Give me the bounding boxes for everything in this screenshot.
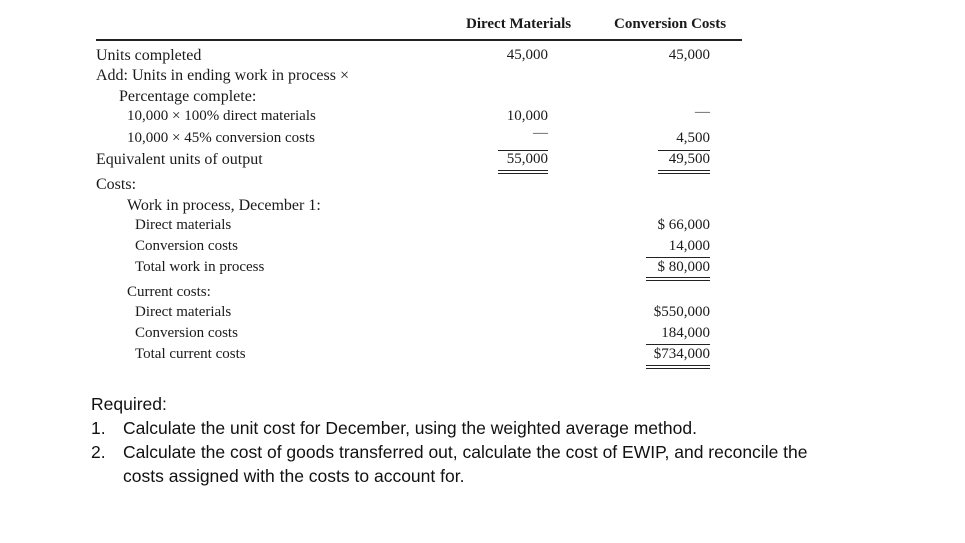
wip-dm-label: Direct materials: [135, 217, 232, 233]
wip-total-double-rule-b: [646, 280, 710, 281]
row-label-dm-pct: 10,000 × 100% direct materials: [127, 108, 316, 124]
dm-eq-double-rule-b: [498, 173, 548, 174]
dm-ewip-cc-dash: —: [533, 125, 548, 141]
wip-sum-rule: [646, 257, 710, 258]
header-direct-materials: Direct Materials: [466, 16, 572, 32]
cc-eq-double-rule-b: [658, 173, 710, 174]
row-label-cc-pct: 10,000 × 45% conversion costs: [127, 130, 316, 146]
wip-cc-label: Conversion costs: [135, 238, 238, 254]
wip-title: Work in process, December 1:: [127, 197, 321, 214]
required-title: Required:: [91, 394, 167, 414]
current-dm-value: $550,000: [653, 304, 710, 320]
cc-ewip-units: 4,500: [676, 130, 710, 146]
dm-eq-double-rule-a: [498, 170, 548, 171]
current-sum-rule: [646, 344, 710, 345]
required-item-2-text: Calculate the cost of goods transferred out, calculate the cost of EWIP, and reconcile the: [123, 442, 808, 462]
header-rule: [96, 39, 742, 41]
wip-cc-value: 14,000: [668, 238, 710, 254]
required-item-1-text: Calculate the unit cost for December, using the weighted average method.: [123, 418, 697, 438]
row-label-units-completed: Units completed: [96, 47, 202, 64]
dm-ewip-units: 10,000: [506, 108, 548, 124]
row-label-pct-complete: Percentage complete:: [119, 88, 257, 105]
current-dm-label: Direct materials: [135, 304, 232, 320]
costs-title: Costs:: [96, 176, 137, 193]
wip-total-label: Total work in process: [135, 259, 265, 275]
required-item-1-number: 1.: [91, 418, 106, 438]
header-conversion-costs: Conversion Costs: [614, 16, 727, 32]
wip-total-double-rule-a: [646, 277, 710, 278]
row-label-add-ewip: Add: Units in ending work in process ×: [96, 67, 349, 84]
cc-ewip-dm-dash: —: [695, 104, 710, 120]
current-total-double-rule-b: [646, 368, 710, 369]
dm-equivalent-units: 55,000: [506, 151, 548, 167]
dm-units-completed: 45,000: [506, 47, 548, 63]
current-total-label: Total current costs: [135, 346, 246, 362]
current-title: Current costs:: [127, 284, 211, 300]
cc-eq-double-rule-a: [658, 170, 710, 171]
current-cc-value: 184,000: [661, 325, 710, 341]
current-total-value: $734,000: [653, 346, 710, 362]
cc-equivalent-units: 49,500: [668, 151, 710, 167]
required-item-2-number: 2.: [91, 442, 106, 462]
row-label-equivalent-units: Equivalent units of output: [96, 151, 263, 168]
required-item-2-continuation: costs assigned with the costs to account for.: [123, 466, 465, 486]
wip-dm-value: $ 66,000: [657, 217, 710, 233]
current-cc-label: Conversion costs: [135, 325, 238, 341]
wip-total-value: $ 80,000: [657, 259, 710, 275]
cc-units-completed: 45,000: [668, 47, 710, 63]
current-total-double-rule-a: [646, 365, 710, 366]
